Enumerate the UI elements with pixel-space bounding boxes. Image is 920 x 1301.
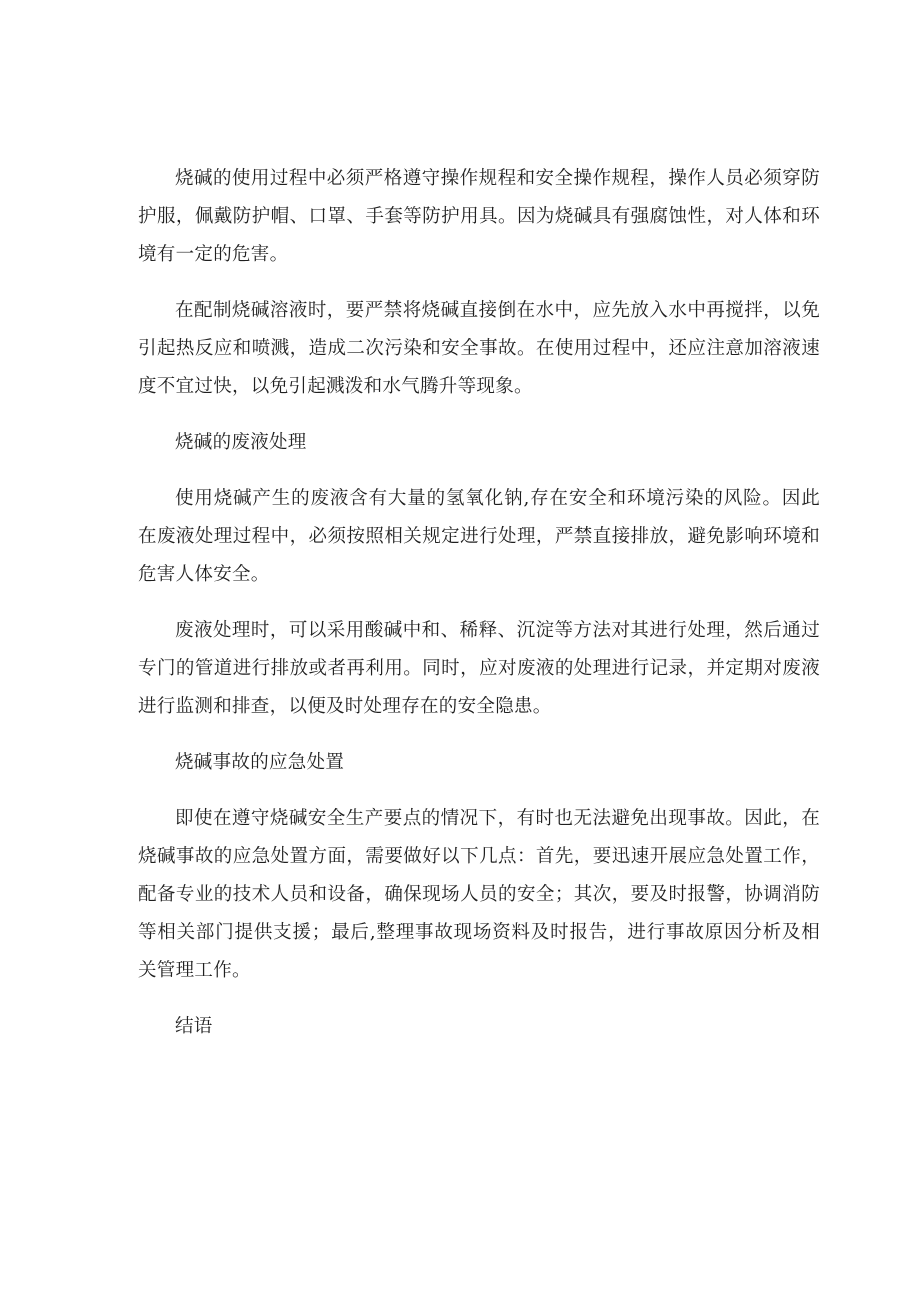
paragraph-waste-methods: 废液处理时，可以采用酸碱中和、稀释、沉淀等方法对其进行处理，然后通过专门的管道进行排放或者再利用。同时，应对废液的处理进行记录，并定期对废液进行监测和排查，以便及时处理存在的安全隐患。 — [138, 620, 820, 717]
section-heading-emergency: 烧碱事故的应急处置 — [175, 752, 345, 773]
paragraph-waste-risk: 使用烧碱产生的废液含有大量的氢氧化钠,存在安全和环境污染的风险。因此在废液处理过程中，必须按照相关规定进行处理，严禁直接排放，避免影响环境和危害人体安全。 — [138, 488, 820, 585]
paragraph-emergency-steps: 即使在遵守烧碱安全生产要点的情况下，有时也无法避免出现事故。因此，在烧碱事故的应急处置方面，需要做好以下几点：首先，要迅速开展应急处置工作，配备专业的技术人员和设备，确保现场人员的安全；其次，要及时报警，协调消防等相关部门提供支援；最后,整理事故现场资料及时报告，进行事故原因分析及相关管理工作。 — [138, 808, 820, 981]
document-body — [138, 160, 820, 1064]
paragraph-safety-rules: 烧碱的使用过程中必须严格遵守操作规程和安全操作规程，操作人员必须穿防护服，佩戴防护帽、口罩、手套等防护用具。因为烧碱具有强腐蚀性，对人体和环境有一定的危害。 — [138, 168, 820, 265]
section-heading-conclusion: 结语 — [175, 1016, 213, 1037]
section-heading-waste-liquid: 烧碱的废液处理 — [175, 432, 307, 453]
paragraph-solution-preparation: 在配制烧碱溶液时，要严禁将烧碱直接倒在水中，应先放入水中再搅拌，以免引起热反应和喷溅，造成二次污染和安全事故。在使用过程中，还应注意加溶液速度不宜过快，以免引起溅泼和水气腾升等现象。 — [138, 300, 820, 397]
